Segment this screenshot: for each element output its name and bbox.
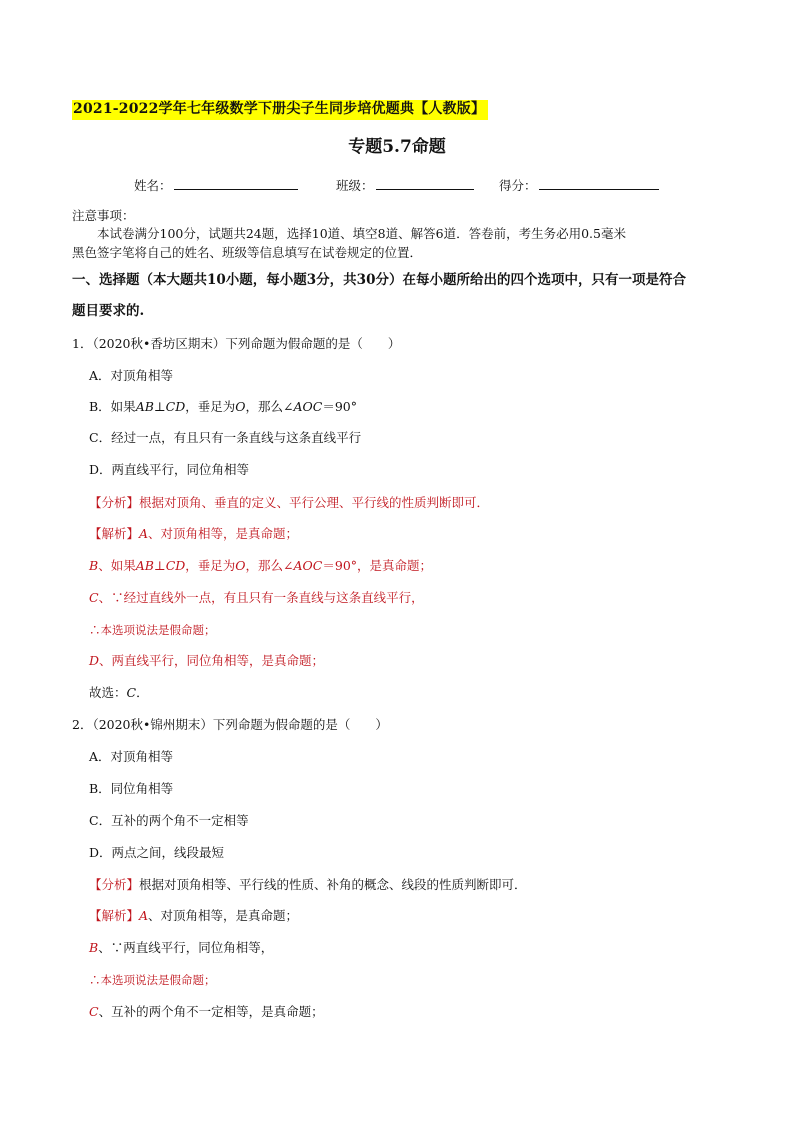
solution-tag: 【解析】	[89, 526, 140, 541]
q1-option-c: C．经过一点，有且只有一条直线与这条直线平行	[89, 430, 362, 445]
q1-solution-a: 【解析】A、对顶角相等，是真命题；	[89, 526, 299, 541]
notice-line-1: 本试卷满分100分，试题共24题，选择10道、填空8道、解答6道．答卷前，考生务必用0.5毫米	[97, 226, 626, 241]
score-blank[interactable]	[539, 177, 659, 190]
section-heading-line-2: 题目要求的.	[72, 303, 145, 319]
q1-solution-c-conclusion: ∴本选项说法是假命题；	[89, 623, 216, 637]
q2-solution-b: B、∵两直线平行，同位角相等，	[89, 940, 274, 955]
q1-solution-d: D、两直线平行，同位角相等，是真命题；	[89, 653, 325, 668]
analysis-tag: 【分析】	[89, 877, 140, 892]
notice-heading: 注意事项：	[72, 208, 135, 223]
series-banner: 2021-2022学年七年级数学下册尖子生同步培优题典【人教版】	[72, 100, 488, 120]
solution-tag: 【解析】	[89, 908, 140, 923]
q2-solution-b-conclusion: ∴本选项说法是假命题；	[89, 973, 216, 987]
q2-solution-a: 【解析】A、对顶角相等，是真命题；	[89, 908, 299, 923]
name-label: 姓名：	[134, 178, 172, 193]
class-label: 班级：	[336, 178, 374, 193]
class-blank[interactable]	[376, 177, 474, 190]
score-label: 得分：	[499, 178, 537, 193]
q2-stem: 2．（2020秋•锦州期末）下列命题为假命题的是（ ）	[72, 717, 388, 732]
section-heading-line-1: 一、选择题（本大题共10小题，每小题3分，共30分）在每小题所给出的四个选项中，只有一项是符合	[72, 272, 686, 288]
name-field	[134, 177, 298, 194]
q1-analysis: 【分析】根据对顶角、垂直的定义、平行公理、平行线的性质判断即可．	[89, 495, 490, 510]
q1-solution-b: B、如果AB⊥CD，垂足为O，那么∠AOC＝90°，是真命题；	[89, 558, 433, 573]
q2-solution-c: C、互补的两个角不一定相等，是真命题；	[89, 1004, 324, 1019]
analysis-tag: 【分析】	[89, 495, 140, 510]
q1-option-b: B．如果AB⊥CD，垂足为O，那么∠AOC＝90°	[89, 399, 358, 414]
notice-line-2: 黑色签字笔将自己的姓名、班级等信息填写在试卷规定的位置．	[72, 245, 423, 260]
name-blank[interactable]	[174, 177, 298, 190]
q2-analysis: 【分析】根据对顶角相等、平行线的性质、补角的概念、线段的性质判断即可．	[89, 877, 527, 892]
q2-option-c: C．互补的两个角不一定相等	[89, 813, 249, 828]
q1-option-d: D．两直线平行，同位角相等	[89, 462, 250, 477]
page-title: 专题5.7命题	[348, 137, 446, 157]
q1-option-a: A．对顶角相等	[89, 368, 174, 383]
class-field	[336, 177, 474, 194]
q1-solution-c: C、∵经过直线外一点，有且只有一条直线与这条直线平行，	[89, 590, 424, 605]
q1-answer: 故选：C．	[89, 685, 149, 700]
q2-option-b: B．同位角相等	[89, 781, 174, 796]
score-field	[499, 177, 659, 194]
q2-option-a: A．对顶角相等	[89, 749, 174, 764]
q2-option-d: D．两点之间，线段最短	[89, 845, 225, 860]
q1-stem: 1．（2020秋•香坊区期末）下列命题为假命题的是（ ）	[72, 336, 401, 351]
